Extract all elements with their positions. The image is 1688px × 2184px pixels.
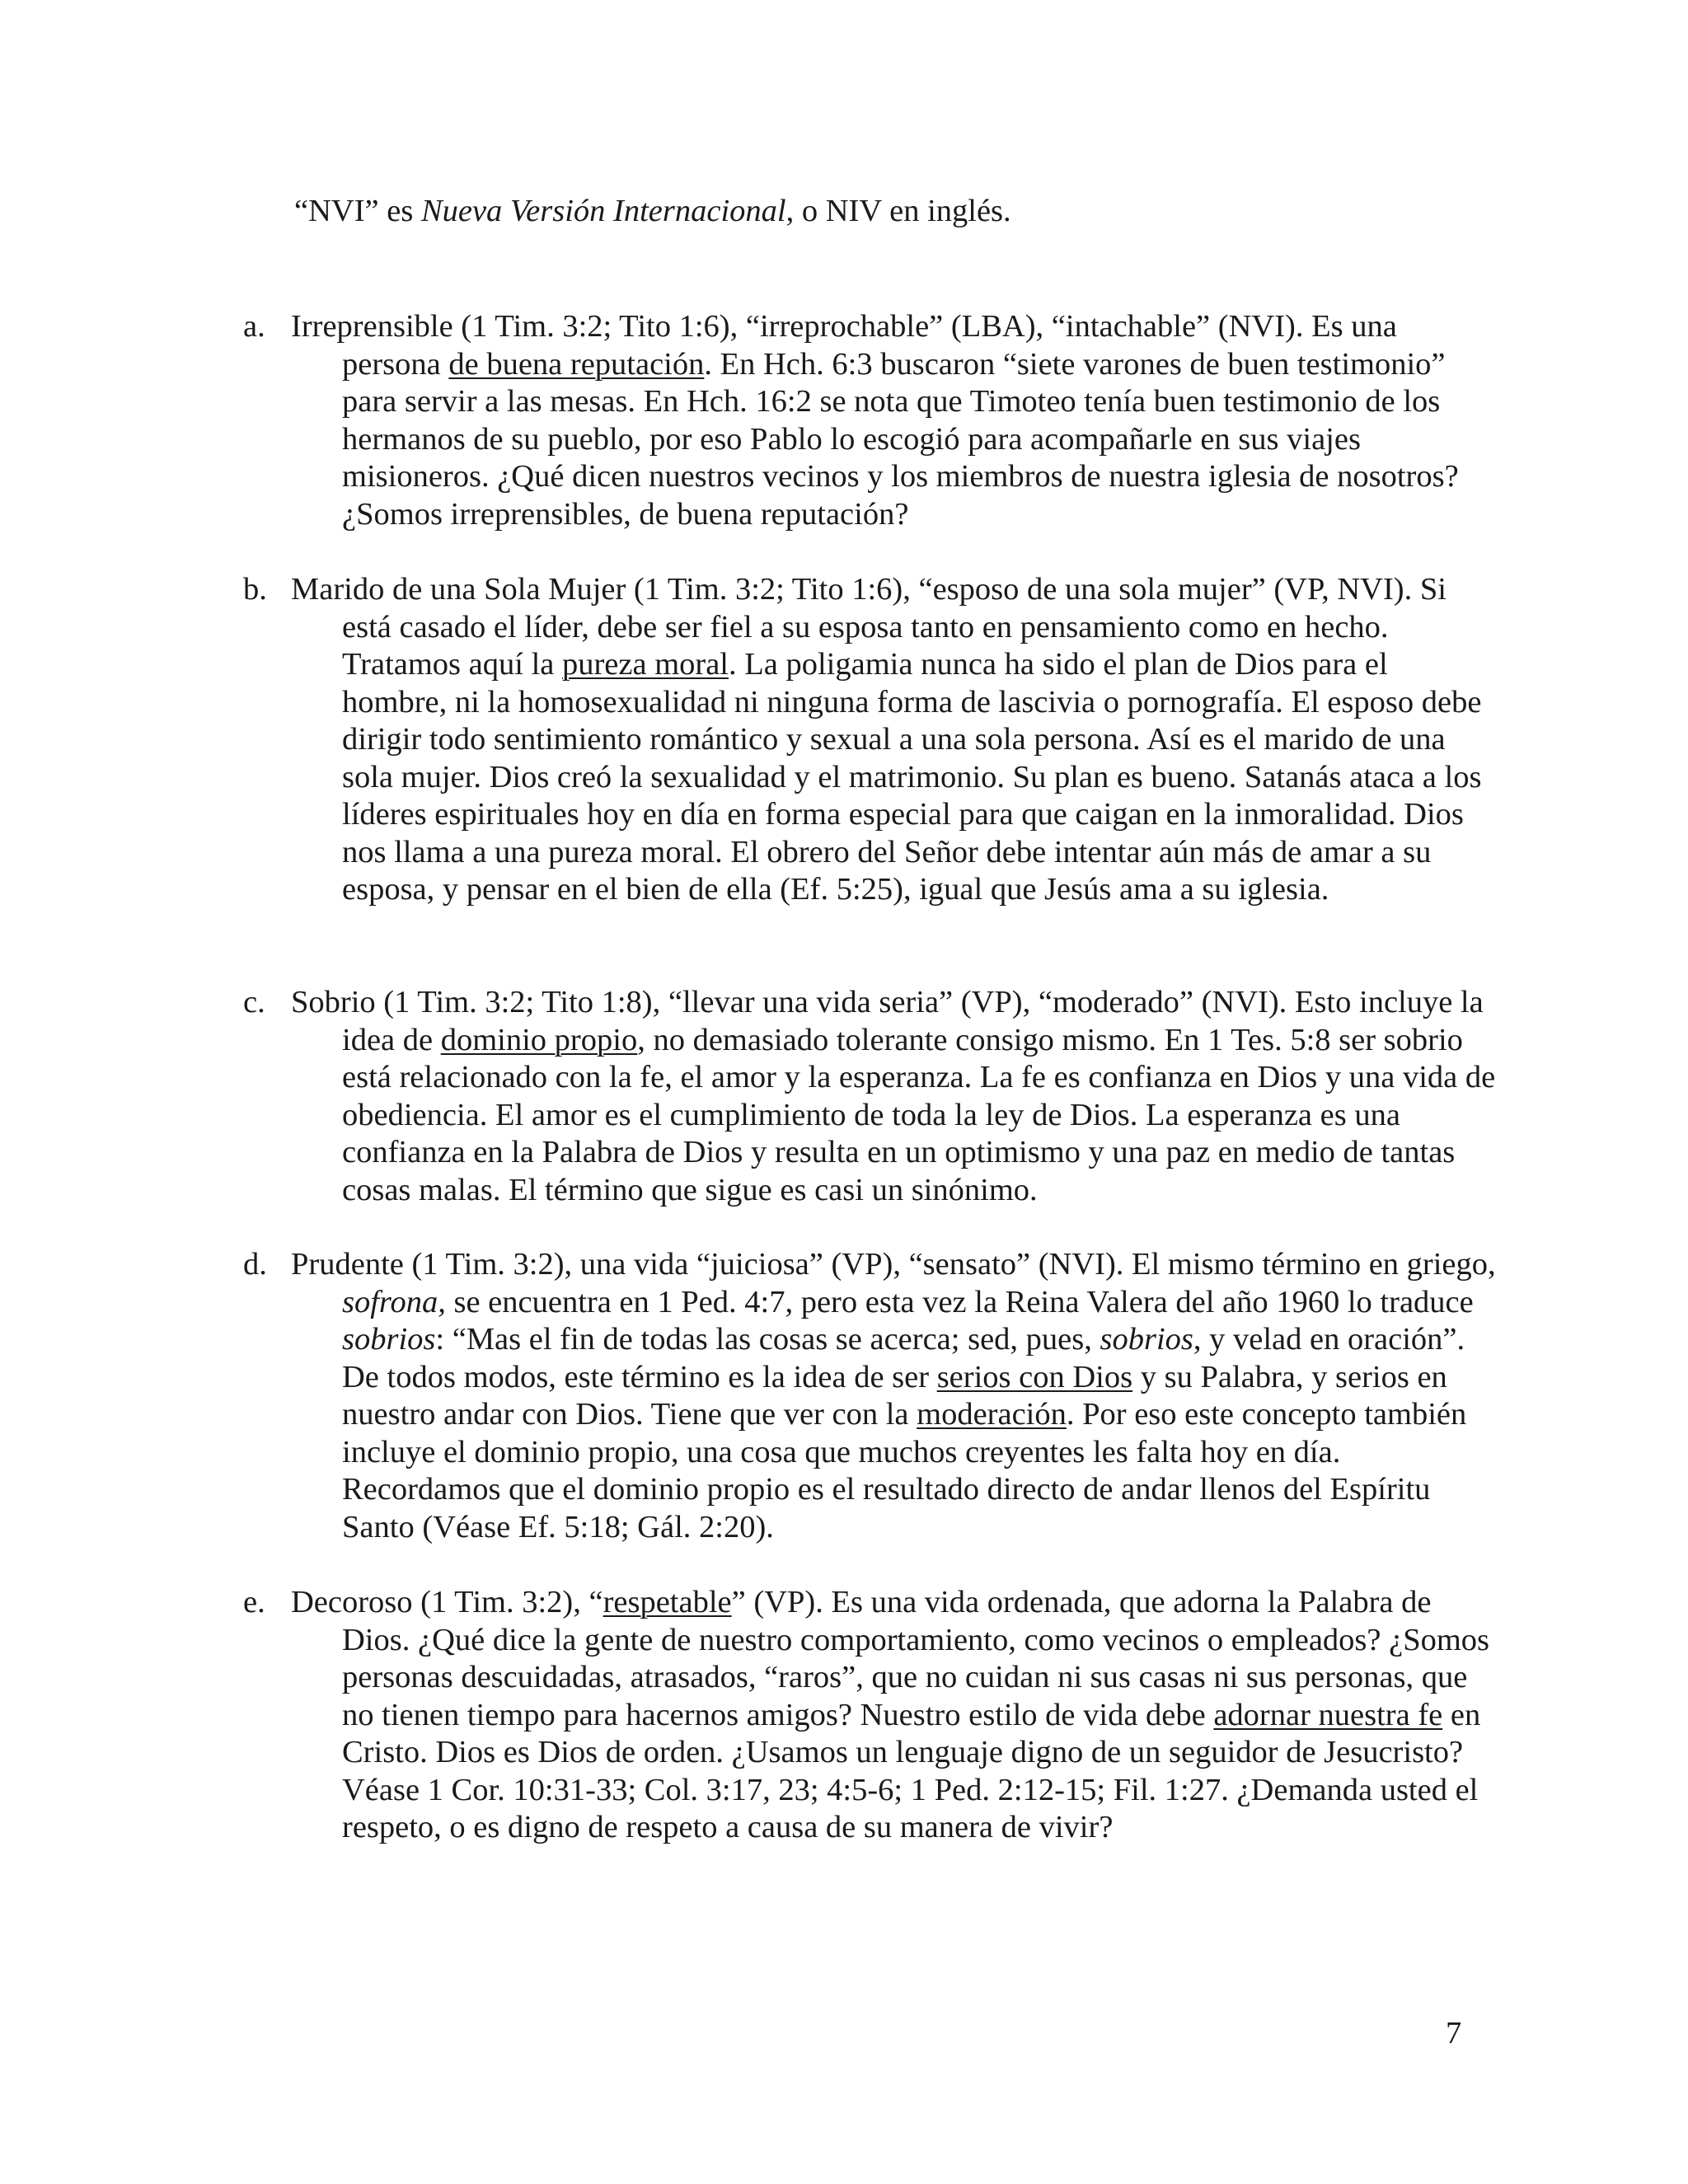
list-item-d — [243, 1246, 1496, 1546]
underlined-phrase: de buena reputación — [448, 346, 705, 382]
page-number: 7 — [1446, 2016, 1462, 2050]
intro-version-title: Nueva Versión Internacional — [420, 194, 786, 228]
italic-term: sofrona, — [342, 1284, 446, 1319]
list-item-text: Prudente (1 Tim. 3:2), una vida “juiciosa” (VP), “sensato” (NVI). El mismo término en griego, sofrona, se encuentra en 1 Ped. 4:7, pero esta vez la Reina Valera del año 1960 lo traduce sobrios: “Mas el fin de todas las cosas se acerca; sed, pues, sobrios, y velad en oración”. De todos modos, este término es la idea de ser serios con Dios y su Palabra, y serios en nuestro andar con Dios. Tiene que ver con la moderación. Por eso este concepto también incluye el dominio propio, una cosa que muchos creyentes les falta hoy en día. Recordamos que el dominio propio es el resultado directo de andar llenos del Espíritu Santo (Véase Ef. 5:18; Gál. 2:20). — [291, 1247, 1496, 1544]
list-item-text: Irreprensible (1 Tim. 3:2; Tito 1:6), “irreprochable” (LBA), “intachable” (NVI). Es una persona de buena reputación. En Hch. 6:3 buscaron “siete varones de buen testimonio” para servir a las mesas. En Hch. 16:2 se nota que Timoteo tenía buen testimonio de los hermanos de su pueblo, por eso Pablo lo escogió para acompañarle en sus viajes misioneros. ¿Qué dicen nuestros vecinos y los miembros de nuestra iglesia de nosotros? ¿Somos irreprensibles, de buena reputación? — [291, 309, 1459, 532]
underlined-phrase: adornar nuestra fe — [1213, 1697, 1443, 1732]
list-marker: b. — [243, 572, 267, 607]
italic-term: sobrios — [1100, 1322, 1193, 1357]
underlined-phrase: dominio propio — [440, 1022, 638, 1057]
list-item-text: Marido de una Sola Mujer (1 Tim. 3:2; Tito 1:6), “esposo de una sola mujer” (VP, NVI). Si está casado el líder, debe ser fiel a su esposa tanto en pensamiento como en hecho. Tratamos aquí la pureza moral. La poligamia nunca ha sido el plan de Dios para el hombre, ni la homosexualidad ni ninguna forma de lascivia o pornografía. El esposo debe dirigir todo sentimiento romántico y sexual a una sola persona. Así es el marido de una sola mujer. Dios creó la sexualidad y el matrimonio. Su plan es bueno. Satanás ataca a los líderes espirituales hoy en día en forma especial para que caigan en la inmoralidad. Dios nos llama a una pureza moral. El obrero del Señor debe intentar aún más de amar a su esposa, y pensar en el bien de ella (Ef. 5:25), igual que Jesús ama a su iglesia. — [291, 572, 1482, 907]
list-marker: c. — [243, 985, 265, 1019]
underlined-phrase: serios con Dios — [936, 1359, 1133, 1394]
underlined-phrase: respetable — [603, 1585, 732, 1619]
list-item-text: Decoroso (1 Tim. 3:2), “respetable” (VP). Es una vida ordenada, que adorna la Palabra de Dios. ¿Qué dice la gente de nuestro comportamiento, como vecinos o empleados? ¿Somos personas descuidadas, atrasados, “raros”, que no cuidan ni sus casas ni sus personas, que no tienen tiempo para hacernos amigos? Nuestro estilo de vida debe adornar nuestra fe en Cristo. Dios es Dios de orden. ¿Usamos un lenguaje digno de un seguidor de Jesucristo? Véase 1 Cor. 10:31-33; Col. 3:17, 23; 4:5-6; 1 Ped. 2:12-15; Fil. 1:27. ¿Demanda usted el respeto, o es digno de respeto a causa de su manera de vivir? — [291, 1585, 1490, 1844]
list-marker: d. — [243, 1247, 267, 1282]
list-marker: e. — [243, 1585, 265, 1619]
list-item-a — [243, 308, 1496, 533]
underlined-phrase: pureza moral — [561, 647, 729, 682]
italic-term: sobrios — [342, 1322, 436, 1357]
intro-line: “NVI” es Nueva Versión Internacional, o NIV en inglés. — [294, 194, 1011, 228]
underlined-phrase: moderación — [917, 1397, 1067, 1432]
list-marker: a. — [243, 309, 265, 344]
list-item-c — [243, 984, 1496, 1209]
list-item-e — [243, 1584, 1496, 1847]
list-item-text: Sobrio (1 Tim. 3:2; Tito 1:8), “llevar una vida seria” (VP), “moderado” (NVI). Esto incluye la idea de dominio propio, no demasiado tolerante consigo mismo. En 1 Tes. 5:8 ser sobrio está relacionado con la fe, el amor y la esperanza. La fe es confianza en Dios y una vida de obediencia. El amor es el cumplimiento de toda la ley de Dios. La esperanza es una confianza en la Palabra de Dios y resulta en un optimismo y una paz en medio de tantas cosas malas. El término que sigue es casi un sinónimo. — [291, 985, 1496, 1207]
list-item-b — [243, 571, 1496, 909]
